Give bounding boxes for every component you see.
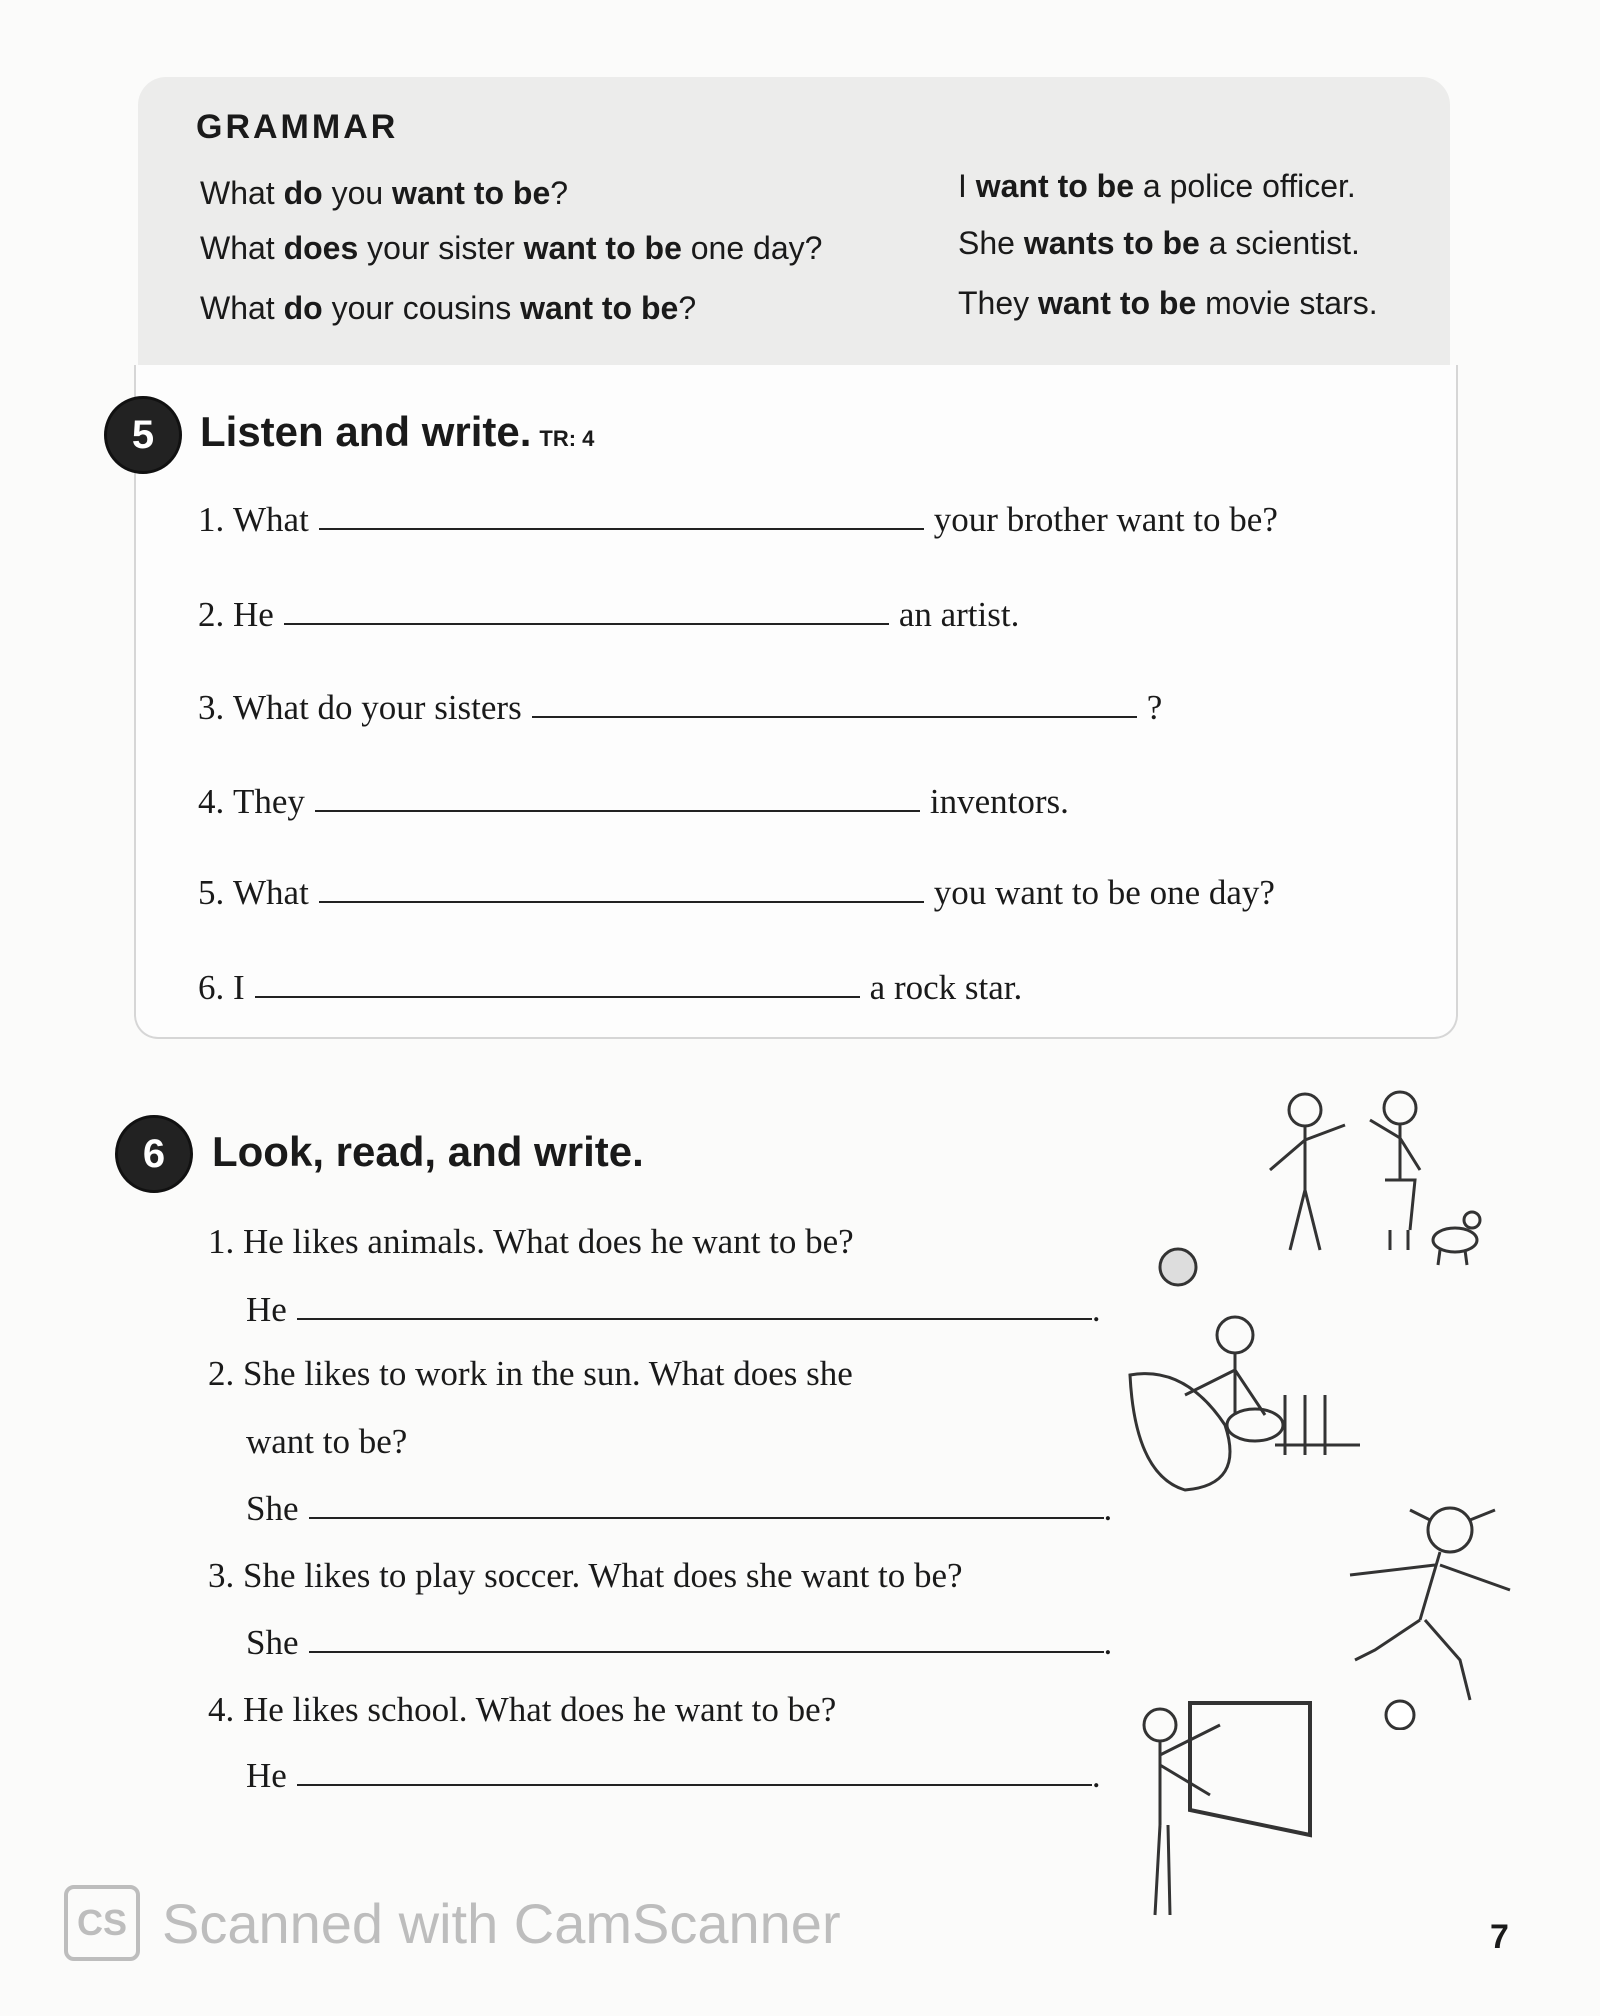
question-text: She likes to play soccer. What does she want to be? (243, 1556, 963, 1595)
listen-write-item (198, 688, 1162, 728)
grammar-segment: ? (678, 290, 697, 326)
camscanner-watermark (64, 1885, 841, 1961)
item-number: 4. (208, 1690, 235, 1729)
item-continuation: inventors. (929, 782, 1069, 821)
grammar-segment: I (958, 168, 976, 204)
item-continuation: your brother want to be? (933, 500, 1278, 539)
answer-blank[interactable] (319, 900, 924, 903)
grammar-segment: your cousins (322, 290, 521, 326)
grammar-segment: want to be (520, 290, 679, 326)
grammar-segment: movie stars. (1196, 285, 1378, 321)
item-number: 6. (198, 968, 225, 1007)
grammar-question (200, 175, 568, 212)
item-continuation: ? (1146, 688, 1163, 727)
answer-blank[interactable] (297, 1783, 1092, 1786)
answer-line: He . (246, 1290, 1101, 1329)
grammar-segment: What (200, 230, 284, 266)
grammar-segment: wants to be (1023, 225, 1200, 261)
grammar-segment: What (200, 175, 284, 211)
item-number: 1. (208, 1222, 235, 1261)
grammar-segment: want to be (392, 175, 551, 211)
answer-blank[interactable] (255, 995, 860, 998)
item-number: 5. (198, 873, 225, 912)
answer-line: He . (246, 1756, 1101, 1795)
grammar-heading: GRAMMAR (196, 108, 399, 146)
question-text: He likes animals. What does he want to be? (243, 1222, 854, 1261)
grammar-segment: ? (550, 175, 569, 211)
item-number: 3. (198, 688, 225, 727)
item-prompt: What do your sisters (233, 688, 522, 727)
gardener-illustration (1125, 1305, 1365, 1500)
answer-blank[interactable] (284, 622, 889, 625)
grammar-segment: your sister (358, 230, 524, 266)
listen-write-item (198, 595, 1019, 635)
grammar-question (200, 230, 822, 267)
listen-write-item (198, 873, 1275, 913)
listen-write-item (198, 782, 1069, 822)
answer-blank[interactable] (309, 1516, 1104, 1519)
item-number: 1. (198, 500, 225, 539)
item-prompt: He (233, 595, 274, 634)
item-prompt: I (233, 968, 245, 1007)
grammar-segment: They (958, 285, 1039, 321)
sun-icon (1150, 1245, 1230, 1305)
question-text: He likes school. What does he want to be? (243, 1690, 837, 1729)
look-read-question (208, 1690, 836, 1730)
item-prompt: What (233, 500, 309, 539)
camscanner-logo: CS (64, 1885, 140, 1961)
grammar-segment: a scientist. (1199, 225, 1360, 261)
answer-start: He (246, 1756, 287, 1795)
grammar-segment: What (200, 290, 284, 326)
answer-blank[interactable] (315, 809, 920, 812)
section-5-number: 5 (104, 396, 182, 474)
question-text: She likes to work in the sun. What does she (243, 1354, 853, 1393)
question-text-continued: want to be? (246, 1422, 408, 1461)
boy-at-board-illustration (1130, 1695, 1330, 1935)
watermark-text: Scanned with CamScanner (162, 1891, 841, 1955)
item-continuation: you want to be one day? (933, 873, 1275, 912)
grammar-answer (958, 225, 1360, 262)
answer-line: She . (246, 1489, 1113, 1528)
grammar-segment: want to be (523, 230, 682, 266)
grammar-segment: want to be (1038, 285, 1197, 321)
kids-with-dog-illustration (1250, 1080, 1490, 1280)
grammar-segment: one day? (681, 230, 823, 266)
soccer-ball-icon (1386, 1701, 1414, 1729)
grammar-segment: you (322, 175, 393, 211)
grammar-answer (958, 285, 1378, 322)
answer-start: She (246, 1623, 299, 1662)
item-prompt: What (233, 873, 309, 912)
item-number: 2. (208, 1354, 235, 1393)
item-continuation: a rock star. (869, 968, 1023, 1007)
answer-start: He (246, 1290, 287, 1329)
grammar-segment: She (958, 225, 1024, 261)
track-label: TR: 4 (539, 426, 595, 451)
section-6-number: 6 (115, 1115, 193, 1193)
grammar-answer (958, 168, 1356, 205)
grammar-segment: do (283, 290, 323, 326)
grammar-segment: does (283, 230, 359, 266)
answer-blank[interactable] (309, 1650, 1104, 1653)
item-prompt: They (233, 782, 305, 821)
answer-blank[interactable] (319, 527, 924, 530)
answer-line: She . (246, 1623, 1113, 1662)
grammar-segment: do (283, 175, 323, 211)
item-number: 2. (198, 595, 225, 634)
item-continuation: an artist. (898, 595, 1020, 634)
page-number: 7 (1490, 1918, 1509, 1956)
item-number: 4. (198, 782, 225, 821)
grammar-question (200, 290, 696, 327)
answer-blank[interactable] (532, 715, 1137, 718)
grammar-segment: a police officer. (1134, 168, 1356, 204)
grammar-segment: want to be (975, 168, 1134, 204)
look-read-question (208, 1556, 963, 1596)
section-5-title-text: Listen and write. (200, 408, 532, 455)
section-5-title (200, 408, 594, 456)
section-6-title: Look, read, and write. (212, 1128, 644, 1175)
girl-playing-soccer-illustration (1330, 1490, 1530, 1730)
listen-write-item (198, 968, 1022, 1008)
answer-blank[interactable] (297, 1317, 1092, 1320)
answer-start: She (246, 1489, 299, 1528)
listen-write-item (198, 500, 1278, 540)
look-read-question (208, 1222, 854, 1262)
item-number: 3. (208, 1556, 235, 1595)
look-read-question (208, 1354, 853, 1394)
